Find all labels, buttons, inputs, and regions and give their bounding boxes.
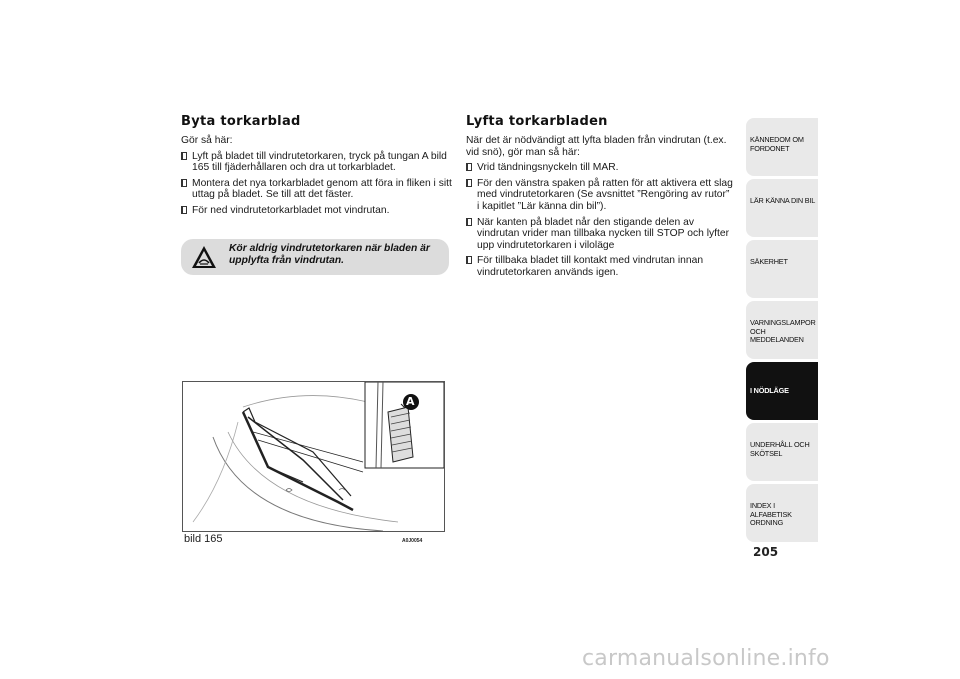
list-item: Vrid tändningsnyckeln till MAR. [466, 162, 734, 174]
list-item: För den vänstra spaken på ratten för att aktivera ett slag med vindrutetorkaren (Se avsnittet ”Rengöring av rutor” i kapitlet ”Lär känna din bil”). [466, 178, 734, 213]
intro-text: När det är nödvändigt att lyfta bladen från vindrutan (t.ex. vid snö), gör man så här: [466, 135, 727, 158]
bullet-square-icon [466, 163, 472, 171]
tab-index[interactable]: INDEX I ALFABETISK ORDNING [746, 484, 818, 542]
warning-text: Kör aldrig vindrutetorkaren när bladen är upplyfta från vindrutan. [229, 243, 430, 266]
list-item: För tillbaka bladet till kontakt med vindrutan innan vindrutetorkaren används igen. [466, 255, 734, 278]
intro-text: Gör så här: [181, 135, 233, 146]
bullet-list [466, 162, 734, 278]
bullet-square-icon [181, 152, 187, 160]
list-item: Lyft på bladet till vindrutetorkaren, tryck på tungan A bild 165 till fjäderhållaren och dra ut torkarbladet. [181, 151, 453, 174]
left-column [181, 114, 453, 221]
figure-wiper-blade [182, 381, 445, 532]
section-heading-byta-torkarblad: Byta torkarblad [181, 114, 301, 129]
right-column [466, 114, 734, 283]
warning-box [181, 239, 449, 275]
figure-caption: bild 165 [184, 533, 223, 545]
marker-a-label: A [406, 395, 415, 408]
bullet-list [181, 151, 453, 217]
page-number: 205 [753, 545, 779, 559]
footer-watermark: carmanualsonline.info [582, 646, 830, 671]
tab-lar-kanna-din-bil[interactable]: LÄR KÄNNA DIN BIL [746, 179, 818, 237]
tab-sakerhet[interactable]: SÄKERHET [746, 240, 818, 298]
tab-kannedom-om-fordonet[interactable]: KÄNNEDOM OM FORDONET [746, 118, 818, 176]
list-item: När kanten på bladet når den stigande delen av vindrutan vrider man tillbaka nycken till STOP och lyfter upp vindrutetorkaren i viloläge [466, 217, 734, 252]
warning-triangle-icon [191, 245, 217, 269]
bullet-square-icon [466, 179, 472, 187]
tab-varningslampor[interactable]: VARNINGSLAMPOR OCH MEDDELANDEN [746, 301, 818, 359]
bullet-square-icon [466, 256, 472, 264]
section-heading-lyfta-torkarbladen: Lyfta torkarbladen [466, 114, 608, 129]
bullet-square-icon [181, 179, 187, 187]
wiper-illustration [183, 382, 444, 531]
figure-code: A0J0054 [402, 538, 423, 544]
tab-i-nodlage[interactable]: I NÖDLÄGE [746, 362, 818, 420]
bullet-square-icon [181, 206, 187, 214]
list-item: Montera det nya torkarbladet genom att föra in fliken i sitt uttag på bladet. Se till att det fäster. [181, 178, 453, 201]
tab-underhall-och-skotsel[interactable]: UNDERHÅLL OCH SKÖTSEL [746, 423, 818, 481]
bullet-square-icon [466, 218, 472, 226]
list-item: För ned vindrutetorkarbladet mot vindrutan. [181, 205, 453, 217]
